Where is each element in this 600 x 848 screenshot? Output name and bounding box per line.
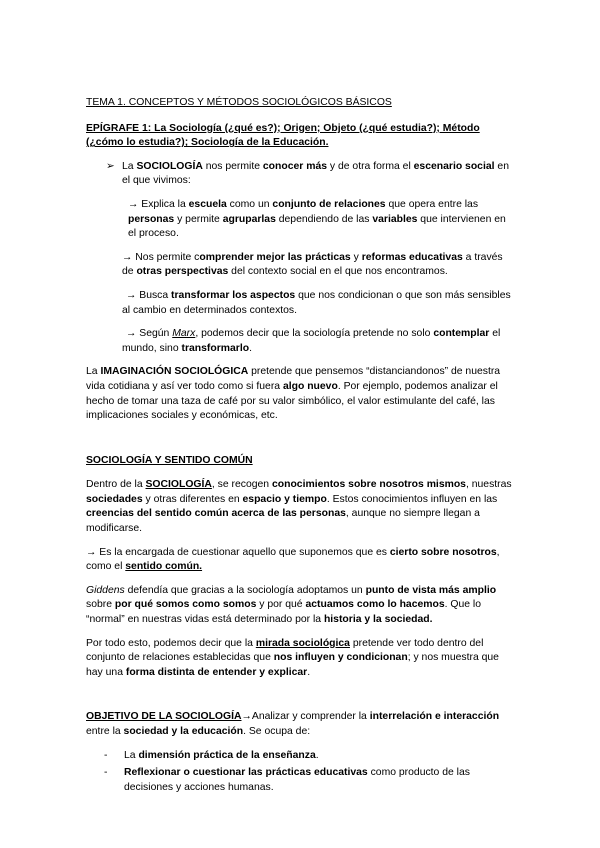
text: entre la (86, 726, 124, 737)
bold-text: variables (372, 213, 418, 225)
bold-text: personas (128, 213, 175, 225)
document-title: TEMA 1. CONCEPTOS Y MÉTODOS SOCIOLÓGICOS BÁSICOS (86, 97, 392, 108)
bold-text: por qué somos como somos (114, 599, 257, 611)
text: Según (139, 328, 173, 340)
bold-text: transformar los aspectos (171, 289, 296, 301)
right-arrow-icon: → (86, 546, 97, 558)
bold-text: conocer más (262, 160, 328, 172)
bold-text: escenario social (413, 160, 495, 172)
bold-text: dimensión práctica de la enseñanza (138, 749, 316, 761)
text: . Que lo “normal” en nuestras vidas está determinado por la (86, 599, 482, 626)
bold-text: reformas educativas (361, 251, 463, 263)
right-arrow-icon: → (126, 328, 137, 340)
text: . (307, 666, 311, 678)
text: que intervienen en el proceso. (128, 213, 506, 240)
right-arrow-icon: → (241, 711, 252, 723)
text: y (350, 251, 362, 263)
text: . (249, 342, 252, 354)
text: Dentro de la (86, 479, 146, 491)
text: , podemos decir que la sociología pretende no solo (195, 328, 434, 340)
text: a través de (122, 251, 503, 278)
text: Nos permite c (135, 251, 200, 263)
bold-text: IMAGINACIÓN SOCIOLÓGICA (100, 366, 249, 378)
bold-text: historia y la sociedad. (323, 614, 433, 626)
point-escuela (86, 198, 516, 242)
text: y otras diferentes en (142, 493, 243, 505)
bold-text: transformarlo (181, 342, 250, 354)
text: , nuestras (465, 479, 512, 491)
text: Explica la (141, 198, 189, 210)
dash-bullet-icon: - (104, 767, 108, 779)
arrowhead-bullet-icon: ➢ (106, 160, 115, 172)
bold-text: sentido común. (125, 561, 203, 573)
text: del contexto social en el que nos encontramos. (228, 266, 448, 278)
giddens-paragraph (86, 584, 516, 628)
text: dependiendo de las (275, 213, 373, 225)
text: . (315, 749, 319, 761)
text: Es la encargada de cuestionar aquello que suponemos que es (99, 546, 390, 558)
text: como un (226, 198, 273, 210)
text: ; y nos muestra que hay una (86, 652, 499, 678)
list-item (86, 749, 516, 764)
text: Analizar y comprender la (251, 711, 370, 723)
sentido-comun-paragraph-1 (86, 478, 516, 536)
bold-text: interrelación e interacción (369, 711, 500, 723)
bold-text: espacio y tiempo (242, 493, 327, 505)
bold-text: cierto sobre nosotros (389, 546, 497, 558)
bold-text: sociedades (86, 493, 143, 505)
text: sobre (86, 599, 115, 611)
bold-text: creencias del sentido común acerca de las personas (86, 508, 346, 520)
author-marx: Marx (172, 328, 196, 340)
text: . Estos conocimientos influyen en las (326, 493, 498, 505)
bold-text: conocimientos sobre nosotros mismos (271, 479, 466, 491)
text: nos permite (202, 160, 263, 172)
bold-text: Reflexionar o cuestionar las prácticas educativas (124, 767, 368, 779)
point-comprender (86, 251, 516, 280)
bold-text: sociedad y la educación (123, 726, 244, 737)
text: y por qué (256, 599, 306, 611)
bold-text: SOCIOLOGÍA (136, 160, 203, 172)
right-arrow-icon: → (126, 289, 137, 301)
text: y permite (174, 213, 223, 225)
bold-text: mirada sociológica (255, 637, 350, 649)
epigrafe-line-1: EPÍGRAFE 1: La Sociología (¿qué es?); Origen; Objeto (¿qué estudia?); Método (86, 122, 480, 134)
dash-bullet-icon: - (104, 749, 108, 761)
text: , aunque no siempre llegan a modificarse. (86, 508, 480, 535)
bold-text: punto de vista más amplio (365, 584, 497, 596)
bold-text: otras perspectivas (136, 266, 229, 278)
text: . Se ocupa de: (243, 726, 311, 737)
epigrafe-line-2: (¿cómo lo estudia?); Sociología de la Educación. (86, 137, 329, 149)
text: que opera entre las (385, 198, 479, 210)
objetivo-paragraph (86, 710, 516, 739)
section-heading-sentido-comun: SOCIOLOGÍA Y SENTIDO COMÚN (86, 454, 253, 466)
bold-text: contemplar (433, 328, 490, 340)
intro-bullet (86, 160, 516, 189)
text: el mundo, sino (122, 328, 501, 354)
bold-text: nos influyen y condicionan (273, 652, 408, 664)
right-arrow-icon: → (122, 251, 133, 263)
epigrafe-heading (86, 122, 516, 151)
author-giddens: Giddens (86, 584, 125, 596)
text: en el que vivimos: (122, 160, 509, 187)
right-arrow-icon: → (128, 198, 139, 210)
section-heading-objetivo: OBJETIVO DE LA SOCIOLOGÍA (86, 711, 242, 723)
mirada-paragraph (86, 637, 516, 681)
bold-text: forma distinta de entender y explicar (125, 666, 308, 678)
text: pretende ver todo dentro del conjunto de relaciones establecidas que (86, 637, 484, 664)
bold-text: escuela (188, 198, 227, 210)
bold-text: agruparlas (222, 213, 276, 225)
text: , se recogen (211, 479, 272, 491)
text: que nos condicionan o que son más sensibles al cambio en determinados contextos. (122, 289, 511, 316)
text: La (124, 749, 139, 761)
text: y de otra forma el (327, 160, 414, 172)
text: como producto de las decisiones y acciones humanas. (124, 767, 470, 793)
bold-text: conjunto de relaciones (272, 198, 386, 210)
text: . Por ejemplo, podemos analizar el hecho de tomar una taza de café por su valor simbólico, el valor estimulante del café, las implicaciones sociales y económicas, etc. (86, 380, 498, 422)
text: Busca (139, 289, 172, 301)
bold-text: actuamos como lo hacemos (305, 599, 445, 611)
text: defendía que gracias a la sociología adoptamos un (124, 584, 366, 596)
imaginacion-paragraph (86, 365, 516, 423)
point-marx (86, 327, 516, 356)
bold-text: algo nuevo (282, 380, 338, 392)
text: La (86, 366, 101, 378)
text: , como el (86, 546, 500, 573)
bold-text: omprender mejor las prácticas (199, 251, 351, 263)
sentido-comun-paragraph-2 (86, 546, 516, 575)
text: pretende que pensemos “distanciandonos” de nuestra vida cotidiana y así ver todo como si fuera (86, 366, 501, 392)
bold-text: SOCIOLOGÍA (145, 479, 212, 491)
point-transformar (86, 289, 516, 318)
list-item (86, 766, 516, 795)
document-content (86, 96, 516, 798)
text: Por todo esto, podemos decir que la (86, 637, 256, 649)
text: La (122, 160, 137, 172)
